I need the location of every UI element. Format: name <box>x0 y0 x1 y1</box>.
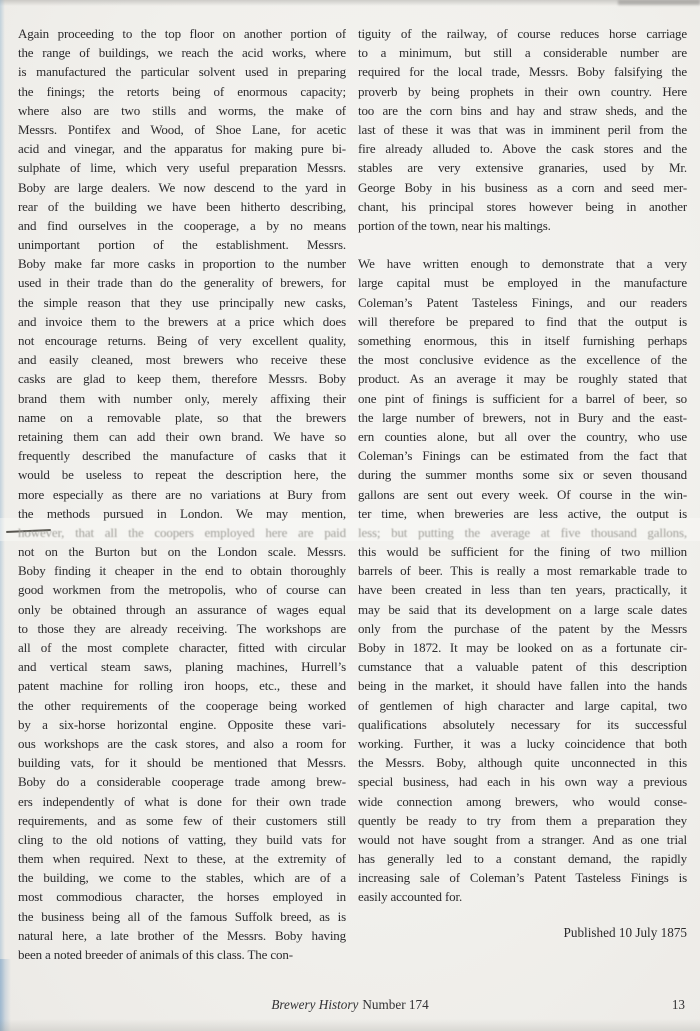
text-line: name on a removable plate, so that the brewers <box>18 409 346 425</box>
text-line: however, that all the coopers employed here are paid <box>18 524 346 540</box>
text-line: the building, we come to the stables, which are of a <box>18 870 346 886</box>
text-line: would not have sought from a stranger. And as one trial <box>358 831 687 847</box>
text-line: one pint of finings is sufficient for a barrel of beer, so <box>358 390 687 406</box>
text-line: the business being all of the famous Suffolk breed, as is <box>18 908 346 924</box>
scan-artifact-bottom-edge <box>0 1019 700 1031</box>
text-line: good workmen from the metropolis, who of course can <box>18 582 346 598</box>
text-line: unimportant portion of the establishment. Messrs. <box>18 237 346 253</box>
text-line: this would be sufficient for the fining of two million <box>358 544 687 560</box>
text-line: ter time, when breweries are less active, the output is <box>358 505 687 521</box>
page-footer <box>0 997 700 1013</box>
text-line: the range of buildings, we reach the acid works, where <box>18 45 346 61</box>
text-line: not encourage returns. Being of very excellent quality, <box>18 333 346 348</box>
text-line: chant, his principal stores however being in another <box>358 198 687 214</box>
text-line: brand them with number only, merely affixing their <box>18 390 346 406</box>
text-line: rear of the building we have been hitherto describing, <box>18 198 346 214</box>
text-line: would be useless to repeat the description here, the <box>18 467 346 483</box>
text-line: and easily cleaned, most brewers who receive these <box>18 352 346 368</box>
text-line: quently be ready to try from them a preparation they <box>358 812 687 828</box>
text-line: not on the Burton but on the London scale. Messrs. <box>18 544 346 560</box>
text-line: and vertical steam saws, planing machines, Hurrell’s <box>18 659 346 675</box>
text-line: Messrs. Pontifex and Wood, of Shoe Lane, for acetic <box>18 121 346 137</box>
page-number: 13 <box>671 997 685 1012</box>
text-line: easily accounted for. <box>358 889 463 905</box>
text-line: only be obtained through an assurance of wages equal <box>18 601 346 617</box>
text-line: been a noted breeder of animals of this class. The con- <box>18 947 293 962</box>
text-line: patent machine for rolling iron hoops, etc., these and <box>18 678 346 694</box>
text-line: barrels of beer. This is really a most remarkable trade to <box>358 563 687 579</box>
text-line: stables are very extensive granaries, used by Mr. <box>358 160 687 176</box>
text-line: product. As an average it may be roughly stated that <box>358 371 687 387</box>
text-line: and find ourselves in the cooperage, a by no means <box>18 217 346 233</box>
text-line: to a minimum, but still a considerable number are <box>358 45 687 61</box>
text-line: where also are two stills and worms, the make of <box>18 102 346 118</box>
text-line: sulphate of lime, which very useful preparation Messrs. <box>18 160 346 176</box>
text-line: less; but putting the average at five thousand gallons, <box>358 524 687 540</box>
published-dateline: Published 10 July 1875 <box>563 924 687 940</box>
text-line: large capital must be employed in the manufacture <box>358 275 687 291</box>
text-line: most commodious character, the horses employed in <box>18 889 346 905</box>
text-line: cumstance that a valuable patent of this description <box>358 659 687 675</box>
text-line: requirements, and as some few of their customers still <box>18 812 346 828</box>
text-line: Boby are large dealers. We now descend to the yard in <box>18 179 346 195</box>
text-line: the large number of brewers, not in Bury and the east- <box>358 409 687 425</box>
text-line: Again proceeding to the top floor on another portion of <box>18 26 346 41</box>
text-line: Boby in 1872. It may be looked on as a fortunate cir- <box>358 640 687 655</box>
text-line: gallons are sent out every week. Of course in the win- <box>358 486 687 502</box>
right-column-paragraph-1 <box>358 24 687 235</box>
text-line: will therefore be prepared to find that the output is <box>358 313 687 329</box>
left-column-paragraph <box>18 24 346 964</box>
text-line: working. Further, it was a lucky coincidence that both <box>358 735 687 751</box>
text-line: Boby make far more casks in proportion to the number <box>18 256 346 272</box>
text-line: George Boby in his business as a corn and seed mer- <box>358 179 687 195</box>
text-line: Coleman’s Patent Tasteless Finings, and our readers <box>358 294 687 310</box>
text-line: retaining them can add their own brand. We have so <box>18 428 346 444</box>
right-text-column <box>358 24 687 942</box>
text-line: Coleman’s Finings can be estimated from the fact that <box>358 448 687 464</box>
text-line: the other requirements of the cooperage being worked <box>18 697 346 713</box>
text-line: the simple reason that they use principally new casks, <box>18 294 346 310</box>
text-line: may be said that its development on a large scale dates <box>358 601 687 617</box>
text-line: only from the purchase of the patent by the Messrs <box>358 620 687 636</box>
journal-issue-number: Number 174 <box>362 997 429 1012</box>
text-line: ous workshops are the cask stores, and also a room for <box>18 735 346 751</box>
text-line: required for the local trade, Messrs. Boby falsifying the <box>358 64 687 80</box>
text-line: them when required. Next to these, at the extremity of <box>18 851 346 867</box>
text-line: special business, had each in his own way a previous <box>358 774 687 790</box>
text-line: being in the market, it should have fallen into the hands <box>358 678 687 694</box>
text-line: fire already alluded to. Above the cask stores and the <box>358 141 687 157</box>
text-line: during the summer months some six or seven thousand <box>358 467 687 483</box>
left-text-column <box>18 24 346 964</box>
text-line: portion of the town, near his maltings. <box>358 217 551 233</box>
text-line: qualifications absolutely necessary for its successful <box>358 716 687 732</box>
scan-artifact-left-edge <box>0 0 5 1031</box>
text-line: wide connection among brewers, who would conse- <box>358 793 687 809</box>
scan-artifact-top-right-smudge <box>618 0 700 5</box>
text-line: the most conclusive evidence as the excellence of the <box>358 352 687 368</box>
text-line: We have written enough to demonstrate that a very <box>358 256 687 272</box>
text-line: frequently described the manufacture of casks that it <box>18 448 346 464</box>
text-line: ern counties alone, but all over the country, who use <box>358 428 687 444</box>
text-line: the finings; the retorts being of enormous capacity; <box>18 83 346 99</box>
text-line: Boby do a considerable cooperage trade among brew- <box>18 774 346 790</box>
text-line: more especially as there are no variations at Bury from <box>18 486 346 502</box>
text-line: the Messrs. Boby, although quite unconnected in this <box>358 755 687 771</box>
text-line: natural here, a late brother of the Messrs. Boby having <box>18 927 346 943</box>
text-line: acid and vinegar, and the apparatus for making pure bi- <box>18 141 346 157</box>
text-line: increasing sale of Coleman’s Patent Tasteless Finings is <box>358 870 687 886</box>
text-line: tiguity of the railway, of course reduces horse carriage <box>358 26 687 41</box>
text-line: proverb by being prophets in their own country. Here <box>358 83 687 99</box>
text-line: has generally led to a constant demand, the rapidly <box>358 851 687 867</box>
text-line: have been created in less than ten years, practically, it <box>358 582 687 598</box>
right-column-paragraph-2 <box>358 254 687 906</box>
text-line: too are the corn bins and hay and straw sheds, and the <box>358 102 687 118</box>
scan-artifact-top-edge <box>0 0 700 6</box>
text-line: to those they are already receiving. The workshops are <box>18 620 346 636</box>
text-line: by a six-horse horizontal engine. Opposite these vari- <box>18 716 346 732</box>
text-line: last of these it was that was in imminent peril from the <box>358 121 687 137</box>
text-line: Boby finding it cheaper in the end to obtain thoroughly <box>18 563 346 579</box>
text-line: casks are glad to keep them, therefore Messrs. Boby <box>18 371 346 387</box>
text-line: and invoice them to the brewers at a price which does <box>18 313 346 329</box>
text-line: the methods pursued in London. We may mention, <box>18 505 346 521</box>
text-line: cling to the old notions of vatting, they build vats for <box>18 831 346 847</box>
text-line: is manufactured the particular solvent used in preparing <box>18 64 346 80</box>
text-line: of gentlemen of high character and large capital, two <box>358 697 687 713</box>
journal-title: Brewery History <box>271 997 359 1012</box>
text-line: all of the most complete character, fitted with circular <box>18 640 346 655</box>
text-line: ers independently of what is done for their own trade <box>18 793 346 809</box>
text-line: building vats, for it should be mentioned that Messrs. <box>18 755 346 771</box>
text-line: used in their trade than do the generality of brewers, for <box>18 275 346 291</box>
text-line: something enormous, this in itself furnishing perhaps <box>358 333 687 348</box>
